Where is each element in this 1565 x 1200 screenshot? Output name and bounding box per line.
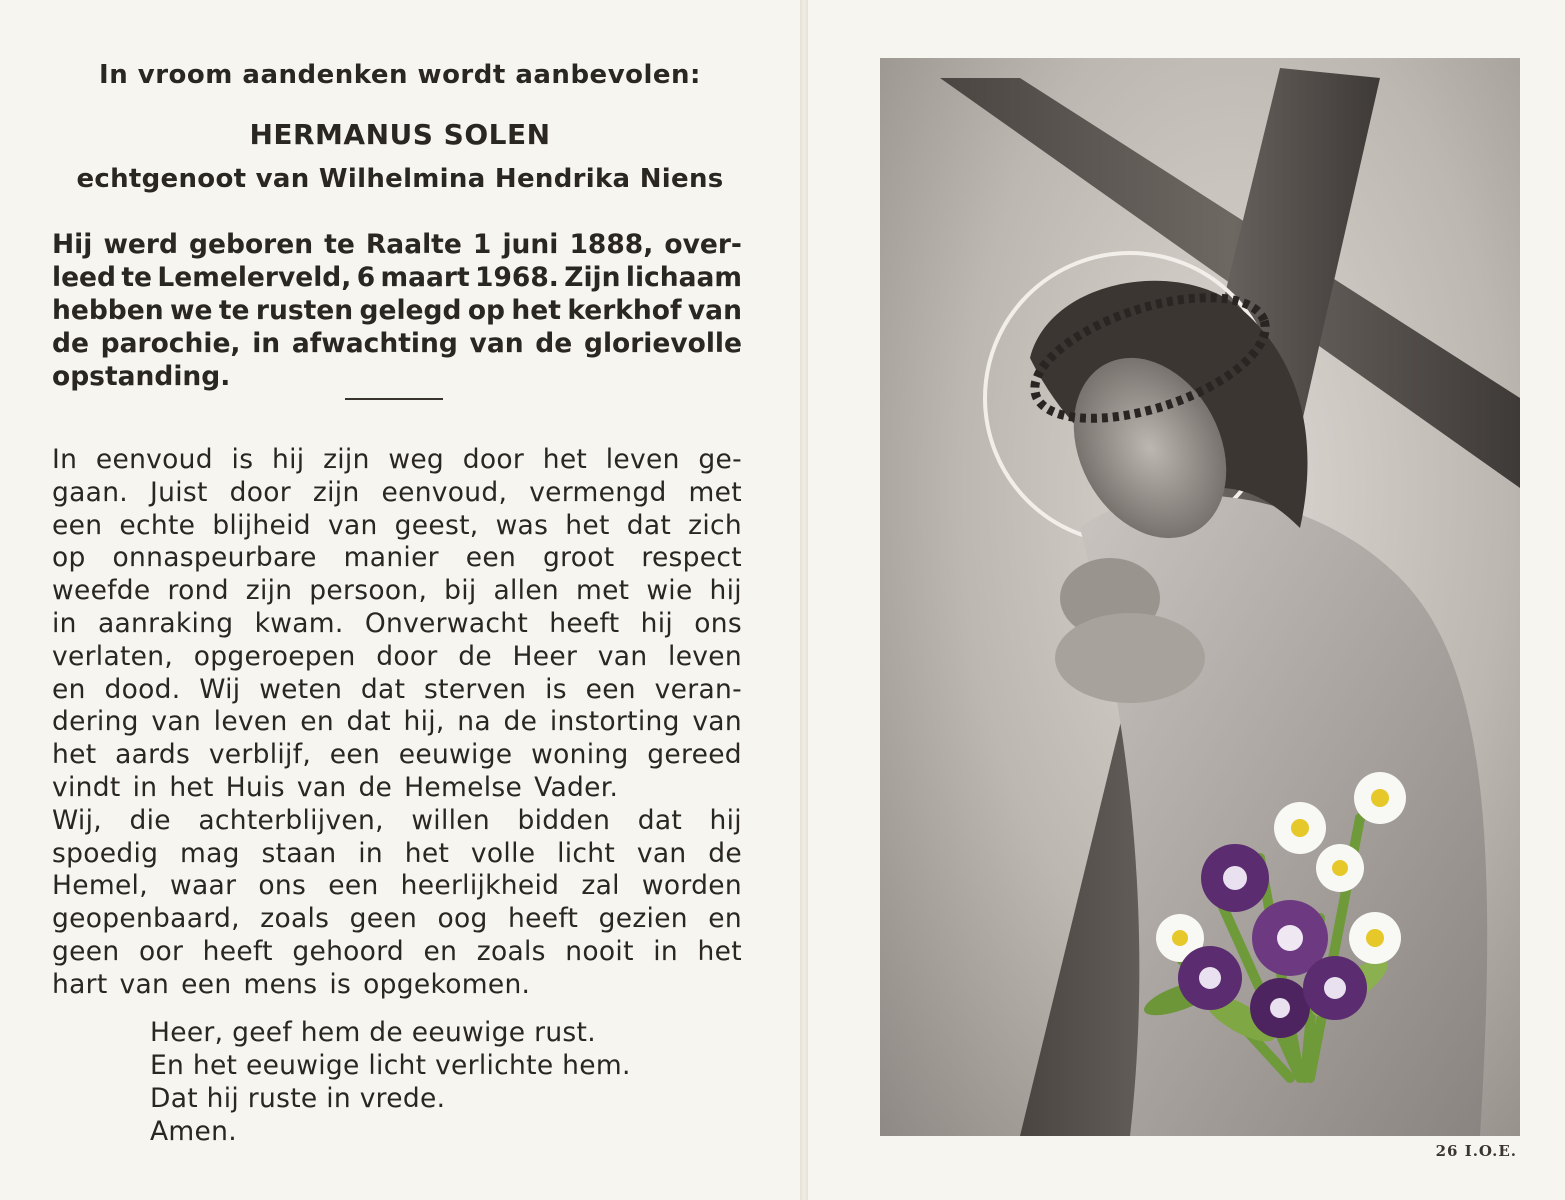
- lower-hand: [1055, 613, 1205, 703]
- word: spoedig: [52, 837, 159, 869]
- word: zijn: [245, 575, 293, 607]
- spouse-line: echtgenoot van Wilhelmina Hendrika Niens: [76, 164, 724, 194]
- word: werd: [103, 229, 178, 260]
- word: mens: [243, 968, 318, 1000]
- word: weg: [388, 444, 445, 475]
- word: de: [458, 640, 492, 672]
- word: een: [52, 509, 103, 541]
- word: willen: [411, 804, 490, 836]
- word: door: [462, 444, 525, 475]
- bio-line: [52, 228, 742, 261]
- word: allen: [493, 575, 560, 607]
- word: en: [52, 673, 86, 705]
- word: van: [119, 968, 170, 1000]
- word: ons: [694, 607, 742, 639]
- word: respect: [641, 542, 742, 574]
- word: op: [52, 542, 86, 574]
- word: leven: [668, 640, 742, 672]
- word: verblijf,: [208, 739, 312, 771]
- word: heerlijkheid: [400, 870, 560, 902]
- word: gelegd: [359, 295, 462, 326]
- word: vindt: [52, 771, 121, 803]
- word: dat: [637, 804, 683, 836]
- word: Hemel,: [52, 870, 148, 902]
- word: weten: [259, 673, 343, 705]
- word: leven: [605, 444, 680, 475]
- word: gaan.: [52, 476, 129, 508]
- prayer-line: En het eeuwige licht verlichte hem.: [150, 1050, 631, 1081]
- word: we: [170, 295, 213, 326]
- word: Zijn: [564, 262, 621, 293]
- word: echte: [119, 509, 196, 541]
- word: instorting: [549, 706, 680, 738]
- word: van: [151, 706, 202, 738]
- word: hij,: [403, 706, 445, 738]
- word: aards: [115, 739, 191, 771]
- word: veran-: [654, 673, 742, 705]
- tribute-line: [52, 542, 742, 575]
- word: 1888,: [569, 229, 654, 260]
- word: Onverwacht: [364, 607, 529, 639]
- word: de: [535, 328, 573, 359]
- word: over-: [664, 229, 742, 260]
- word: het: [52, 739, 97, 771]
- tribute-line: [52, 870, 742, 903]
- tribute-line: [52, 608, 742, 641]
- bio-line: [52, 327, 742, 360]
- word: geboren: [189, 229, 314, 260]
- biography-paragraph: [52, 228, 742, 393]
- tribute-line: [52, 674, 742, 707]
- word: rusten: [255, 295, 354, 326]
- word: onnaspeurbare: [112, 542, 317, 574]
- memorial-heading: In vroom aandenken wordt aanbevolen:: [99, 60, 701, 90]
- divider-rule: [345, 398, 443, 400]
- tribute-line: [52, 805, 742, 838]
- word: het: [404, 837, 450, 869]
- word: een: [328, 870, 379, 902]
- word: In: [52, 444, 78, 475]
- word: hebben: [52, 295, 164, 326]
- word: van: [687, 295, 742, 326]
- printer-mark: 26 I.O.E.: [1435, 1142, 1517, 1160]
- word: staan: [261, 837, 337, 869]
- word: op: [467, 295, 506, 326]
- word: hij: [709, 575, 742, 607]
- word: zijn: [323, 444, 370, 475]
- word: dat: [626, 509, 672, 541]
- word: persoon,: [309, 575, 428, 607]
- word: woning: [531, 739, 629, 771]
- tribute-line: [52, 772, 742, 805]
- word: hij: [709, 804, 742, 836]
- tribute-line: [52, 444, 742, 477]
- word: geen: [349, 903, 418, 935]
- word: leed: [52, 262, 116, 293]
- word: Wij,: [52, 804, 102, 836]
- word: de: [708, 837, 742, 869]
- word: Wij: [199, 673, 241, 705]
- word: een: [585, 673, 636, 705]
- word: gehoord: [292, 935, 405, 967]
- word: is: [545, 673, 567, 705]
- christ-with-cross-illustration: [880, 58, 1520, 1136]
- word: heeft: [549, 607, 620, 639]
- word: rond: [167, 575, 229, 607]
- word: zoals: [260, 903, 330, 935]
- bio-line: [52, 294, 742, 327]
- word: heeft: [202, 935, 273, 967]
- word: blijheid: [212, 509, 311, 541]
- word: Raalte: [365, 229, 462, 260]
- word: door: [376, 640, 438, 672]
- word: nooit: [565, 935, 634, 967]
- tribute-line: [52, 969, 742, 1002]
- word: in: [358, 837, 384, 869]
- word: van: [597, 640, 648, 672]
- word: vermengd: [529, 476, 667, 508]
- word: lichaam: [625, 262, 742, 293]
- word: de: [52, 328, 89, 359]
- word: is: [231, 444, 254, 475]
- word: Heer: [512, 640, 578, 672]
- word: parochie,: [100, 328, 241, 359]
- word: bij: [444, 575, 477, 607]
- word: volle: [470, 837, 536, 869]
- word: van: [296, 771, 347, 803]
- word: een: [329, 739, 381, 771]
- word: licht: [557, 837, 616, 869]
- word: Vader.: [534, 771, 619, 803]
- bio-line: [52, 360, 742, 393]
- word: het: [169, 771, 214, 803]
- tribute-line: [52, 838, 742, 871]
- prayer-line: Amen.: [150, 1116, 237, 1147]
- word: de: [503, 706, 538, 738]
- word: van: [692, 706, 742, 738]
- word: 6: [356, 262, 376, 293]
- word: te: [324, 229, 355, 260]
- word: van: [469, 328, 524, 359]
- word: het: [511, 295, 561, 326]
- word: en: [300, 706, 334, 738]
- word: verlaten,: [52, 640, 174, 672]
- word: eeuwige: [398, 739, 513, 771]
- word: bidden: [517, 804, 611, 836]
- word: die: [129, 804, 171, 836]
- word: wie: [646, 575, 693, 607]
- word: was: [495, 509, 549, 541]
- word: kerkhof: [567, 295, 682, 326]
- word: opstanding.: [52, 361, 231, 392]
- word: met: [575, 575, 630, 607]
- word: Hij: [52, 229, 93, 260]
- word: kwam.: [254, 607, 344, 639]
- tribute-paragraph: [52, 444, 742, 1002]
- word: heeft: [508, 903, 579, 935]
- word: opgeroepen: [193, 640, 356, 672]
- word: in: [52, 607, 77, 639]
- word: van: [636, 837, 687, 869]
- word: en: [423, 935, 458, 967]
- word: zijn: [312, 476, 360, 508]
- word: van: [327, 509, 378, 541]
- word: groot: [542, 542, 615, 574]
- tribute-line: [52, 903, 742, 936]
- word: het: [697, 935, 742, 967]
- bio-line: [52, 261, 742, 294]
- tribute-line: [52, 739, 742, 772]
- word: hij: [271, 444, 305, 475]
- word: hart: [52, 968, 108, 1000]
- word: te: [121, 262, 153, 293]
- word: achterblijven,: [198, 804, 384, 836]
- word: Juist: [149, 476, 208, 508]
- word: 1: [472, 229, 492, 260]
- word: een: [181, 968, 232, 1000]
- word: gezien: [598, 903, 688, 935]
- prayer-line: Dat hij ruste in vrede.: [150, 1083, 446, 1114]
- word: zoals: [476, 935, 546, 967]
- tribute-line: [52, 706, 742, 739]
- word: waar: [170, 870, 237, 902]
- word: oog: [437, 903, 488, 935]
- word: aanraking: [97, 607, 234, 639]
- word: oor: [138, 935, 184, 967]
- word: 1968.: [475, 262, 559, 293]
- word: Huis: [225, 771, 285, 803]
- word: door: [229, 476, 291, 508]
- word: maart: [380, 262, 470, 293]
- word: afwachting: [291, 328, 458, 359]
- word: gereed: [647, 739, 742, 771]
- word: in: [132, 771, 158, 803]
- word: sterven: [424, 673, 527, 705]
- word: juni: [502, 229, 559, 260]
- devotional-picture: [880, 58, 1520, 1136]
- word: in: [653, 935, 679, 967]
- word: is: [329, 968, 352, 1000]
- tribute-line: [52, 477, 742, 510]
- word: glorievolle: [583, 328, 742, 359]
- word: manier: [343, 542, 439, 574]
- word: de: [358, 771, 393, 803]
- word: met: [688, 476, 742, 508]
- word: en: [708, 903, 742, 935]
- word: in: [252, 328, 281, 359]
- deceased-name: HERMANUS SOLEN: [249, 118, 551, 151]
- word: worden: [641, 870, 742, 902]
- prayer: [150, 1016, 631, 1148]
- word: na: [457, 706, 491, 738]
- word: ons: [258, 870, 307, 902]
- word: Hemelse: [404, 771, 523, 803]
- word: Lemelerveld,: [157, 262, 352, 293]
- word: weefde: [52, 575, 151, 607]
- word: eenvoud: [95, 444, 213, 475]
- word: mag: [180, 837, 240, 869]
- word: geest,: [394, 509, 479, 541]
- word: eenvoud,: [381, 476, 508, 508]
- word: een: [465, 542, 517, 574]
- word: het: [542, 444, 588, 475]
- word: zich: [688, 509, 742, 541]
- word: te: [218, 295, 250, 326]
- word: geopenbaard,: [52, 903, 240, 935]
- word: dat: [346, 706, 391, 738]
- word: dat: [360, 673, 406, 705]
- word: zal: [581, 870, 620, 902]
- card-fold: [800, 0, 808, 1200]
- word: hij: [640, 607, 674, 639]
- tribute-line: [52, 936, 742, 969]
- word: dood.: [104, 673, 181, 705]
- word: ge-: [698, 444, 742, 475]
- word: leven: [213, 706, 288, 738]
- word: het: [565, 509, 610, 541]
- word: opgekomen.: [363, 968, 531, 1000]
- tribute-line: [52, 641, 742, 674]
- tribute-line: [52, 575, 742, 608]
- word: geen: [52, 935, 120, 967]
- word: dering: [52, 706, 139, 738]
- tribute-line: [52, 510, 742, 543]
- prayer-line: Heer, geef hem de eeuwige rust.: [150, 1017, 596, 1048]
